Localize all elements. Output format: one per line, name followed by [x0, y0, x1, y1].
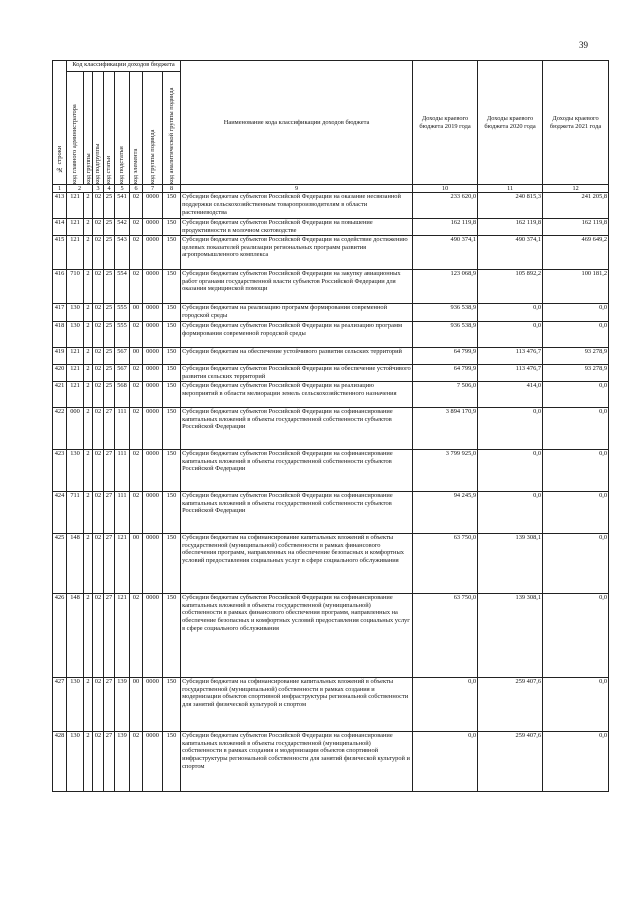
subtype-group-code: 0000	[143, 321, 163, 347]
group-code: 2	[84, 193, 93, 219]
subgroup-code: 02	[93, 219, 104, 235]
subarticle-code: 567	[115, 364, 130, 381]
revenue-2019: 123 068,9	[413, 269, 478, 303]
analytic-group-code: 150	[163, 321, 181, 347]
group-code: 2	[84, 219, 93, 235]
subtype-group-code: 0000	[143, 193, 163, 219]
header-2019: Доходы краевого бюджета 2019 года	[413, 61, 478, 185]
subgroup-code: 02	[93, 731, 104, 791]
subtype-group-code: 0000	[143, 491, 163, 533]
analytic-group-code: 150	[163, 731, 181, 791]
table-row	[53, 193, 609, 219]
row-number: 426	[53, 593, 67, 677]
subtype-group-code: 0000	[143, 219, 163, 235]
group-code: 2	[84, 491, 93, 533]
group-code: 2	[84, 593, 93, 677]
income-name: Субсидии бюджетам субъектов Российской Федерации на закупку авиационных работ органами государственной власти субъектов Российской Федерации для оказания медицинской помощи	[181, 269, 413, 303]
revenue-2019: 162 119,8	[413, 219, 478, 235]
income-name: Субсидии бюджетам субъектов Российской Федерации на реализацию программ формирования современной городской среды	[181, 321, 413, 347]
revenue-2020: 0,0	[478, 407, 543, 449]
subarticle-code: 139	[115, 677, 130, 731]
element-code: 02	[130, 321, 143, 347]
revenue-2019: 490 374,1	[413, 235, 478, 269]
subgroup-code: 02	[93, 593, 104, 677]
revenue-2019: 936 538,9	[413, 321, 478, 347]
subtype-group-code: 0000	[143, 381, 163, 407]
table-row	[53, 407, 609, 449]
revenue-2020: 139 308,1	[478, 533, 543, 593]
admin-code: 121	[67, 193, 84, 219]
revenue-2021: 0,0	[543, 449, 609, 491]
admin-code: 130	[67, 303, 84, 321]
element-code: 02	[130, 219, 143, 235]
article-code: 25	[104, 235, 115, 269]
element-code: 00	[130, 303, 143, 321]
admin-code: 130	[67, 677, 84, 731]
subgroup-code: 02	[93, 193, 104, 219]
subtype-group-code: 0000	[143, 269, 163, 303]
admin-code: 121	[67, 364, 84, 381]
revenue-2020: 490 374,1	[478, 235, 543, 269]
article-code: 27	[104, 533, 115, 593]
header-2021: Доходы краевого бюджета 2021 года	[543, 61, 609, 185]
subtype-group-code: 0000	[143, 677, 163, 731]
revenue-2021: 0,0	[543, 677, 609, 731]
admin-code: 148	[67, 533, 84, 593]
subgroup-code: 02	[93, 347, 104, 364]
header-element: код элемента	[130, 72, 143, 185]
row-number: 427	[53, 677, 67, 731]
income-name: Субсидии бюджетам субъектов Российской Федерации на софинансирование капитальных вложений в объекты государственной (муниципальной) собственности в рамках создания и модернизации объектов спортивной инфраструктуры региональной собственности для занятий физической культурой и спортом	[181, 731, 413, 791]
column-numbers-row	[53, 185, 609, 193]
header-subgroup: код подгруппы	[93, 72, 104, 185]
row-number: 421	[53, 381, 67, 407]
analytic-group-code: 150	[163, 364, 181, 381]
row-number: 419	[53, 347, 67, 364]
subarticle-code: 541	[115, 193, 130, 219]
subgroup-code: 02	[93, 321, 104, 347]
analytic-group-code: 150	[163, 593, 181, 677]
revenue-2019: 63 750,0	[413, 593, 478, 677]
row-number: 417	[53, 303, 67, 321]
group-code: 2	[84, 235, 93, 269]
article-code: 27	[104, 491, 115, 533]
revenue-2019: 233 620,0	[413, 193, 478, 219]
analytic-group-code: 150	[163, 347, 181, 364]
group-code: 2	[84, 731, 93, 791]
revenue-2021: 162 119,8	[543, 219, 609, 235]
revenue-2020: 105 892,2	[478, 269, 543, 303]
column-number: 4	[104, 185, 115, 193]
row-number: 423	[53, 449, 67, 491]
revenue-2019: 64 799,9	[413, 364, 478, 381]
admin-code: 000	[67, 407, 84, 449]
column-number: 2	[67, 185, 93, 193]
income-name: Субсидии бюджетам субъектов Российской Федерации на софинансирование капитальных вложений в объекты государственной собственности субъектов Российской Федерации	[181, 407, 413, 449]
element-code: 02	[130, 235, 143, 269]
admin-code: 148	[67, 593, 84, 677]
table-row	[53, 381, 609, 407]
revenue-2020: 113 476,7	[478, 364, 543, 381]
row-number: 416	[53, 269, 67, 303]
subtype-group-code: 0000	[143, 347, 163, 364]
revenue-2021: 0,0	[543, 321, 609, 347]
element-code: 02	[130, 381, 143, 407]
analytic-group-code: 150	[163, 303, 181, 321]
analytic-group-code: 150	[163, 219, 181, 235]
revenue-2021: 0,0	[543, 381, 609, 407]
subtype-group-code: 0000	[143, 303, 163, 321]
subgroup-code: 02	[93, 269, 104, 303]
table-row	[53, 303, 609, 321]
element-code: 02	[130, 593, 143, 677]
column-number: 5	[115, 185, 130, 193]
article-code: 27	[104, 731, 115, 791]
group-code: 2	[84, 321, 93, 347]
revenue-2020: 0,0	[478, 491, 543, 533]
row-number: 415	[53, 235, 67, 269]
table-row	[53, 491, 609, 533]
revenue-2020: 0,0	[478, 449, 543, 491]
income-name: Субсидии бюджетам субъектов Российской Федерации на софинансирование капитальных вложений в объекты государственной собственности субъектов Российской Федерации	[181, 449, 413, 491]
analytic-group-code: 150	[163, 449, 181, 491]
table-row	[53, 269, 609, 303]
article-code: 25	[104, 193, 115, 219]
subtype-group-code: 0000	[143, 364, 163, 381]
row-number: 418	[53, 321, 67, 347]
table-row	[53, 219, 609, 235]
table-row	[53, 533, 609, 593]
page-number: 39	[579, 40, 588, 50]
table-row	[53, 449, 609, 491]
element-code: 02	[130, 449, 143, 491]
revenue-2021: 0,0	[543, 593, 609, 677]
group-code: 2	[84, 533, 93, 593]
admin-code: 711	[67, 491, 84, 533]
revenue-2021: 100 181,2	[543, 269, 609, 303]
revenue-2021: 0,0	[543, 407, 609, 449]
subgroup-code: 02	[93, 491, 104, 533]
header-admin: код главного администратора	[67, 72, 84, 185]
subarticle-code: 567	[115, 347, 130, 364]
article-code: 27	[104, 593, 115, 677]
table-row	[53, 593, 609, 677]
article-code: 27	[104, 407, 115, 449]
header-2020: Доходы краевого бюджета 2020 года	[478, 61, 543, 185]
revenue-2020: 240 815,3	[478, 193, 543, 219]
revenue-2019: 94 245,9	[413, 491, 478, 533]
row-number: 414	[53, 219, 67, 235]
revenue-2019: 0,0	[413, 731, 478, 791]
column-number: 8	[163, 185, 181, 193]
row-number: 425	[53, 533, 67, 593]
article-code: 27	[104, 677, 115, 731]
admin-code: 121	[67, 235, 84, 269]
subarticle-code: 111	[115, 407, 130, 449]
admin-code: 130	[67, 449, 84, 491]
column-number: 6	[130, 185, 143, 193]
group-code: 2	[84, 407, 93, 449]
revenue-2020: 162 119,8	[478, 219, 543, 235]
analytic-group-code: 150	[163, 677, 181, 731]
revenue-2020: 414,0	[478, 381, 543, 407]
column-number: 3	[93, 185, 104, 193]
revenue-2019: 3 799 925,0	[413, 449, 478, 491]
admin-code: 121	[67, 219, 84, 235]
revenue-2020: 113 476,7	[478, 347, 543, 364]
subgroup-code: 02	[93, 381, 104, 407]
element-code: 02	[130, 269, 143, 303]
row-number: 424	[53, 491, 67, 533]
subarticle-code: 121	[115, 593, 130, 677]
column-number: 7	[143, 185, 163, 193]
revenue-2021: 0,0	[543, 303, 609, 321]
header-subtype-group: код группы подвида	[143, 72, 163, 185]
subarticle-code: 543	[115, 235, 130, 269]
revenue-table	[52, 60, 609, 792]
analytic-group-code: 150	[163, 533, 181, 593]
analytic-group-code: 150	[163, 491, 181, 533]
analytic-group-code: 150	[163, 235, 181, 269]
subarticle-code: 139	[115, 731, 130, 791]
article-code: 25	[104, 381, 115, 407]
subtype-group-code: 0000	[143, 731, 163, 791]
revenue-2021: 0,0	[543, 491, 609, 533]
group-code: 2	[84, 269, 93, 303]
income-name: Субсидии бюджетам субъектов Российской Федерации на оказание несвязанной поддержки сельскохозяйственным товаропроизводителям в области растениеводства	[181, 193, 413, 219]
revenue-2019: 936 538,9	[413, 303, 478, 321]
revenue-2019: 7 506,0	[413, 381, 478, 407]
article-code: 25	[104, 303, 115, 321]
table-row	[53, 235, 609, 269]
income-name: Субсидии бюджетам субъектов Российской Федерации на повышение продуктивности в молочном скотоводстве	[181, 219, 413, 235]
subarticle-code: 554	[115, 269, 130, 303]
column-number: 9	[181, 185, 413, 193]
revenue-2021: 93 278,9	[543, 364, 609, 381]
table-row	[53, 677, 609, 731]
admin-code: 121	[67, 347, 84, 364]
header-subarticle: код подстатьи	[115, 72, 130, 185]
article-code: 25	[104, 269, 115, 303]
subarticle-code: 542	[115, 219, 130, 235]
group-code: 2	[84, 449, 93, 491]
income-name: Субсидии бюджетам субъектов Российской Федерации на софинансирование капитальных вложений в объекты государственной (муниципальной) собственности в рамках финансового обеспечения программ, направленных на обеспечение безопасных и комфортных условий предоставления социальных услуг в сфере социального обслуживания	[181, 593, 413, 677]
row-number: 428	[53, 731, 67, 791]
element-code: 00	[130, 533, 143, 593]
subarticle-code: 555	[115, 303, 130, 321]
row-number: 420	[53, 364, 67, 381]
admin-code: 710	[67, 269, 84, 303]
column-number: 1	[53, 185, 67, 193]
income-name: Субсидии бюджетам субъектов Российской Федерации на реализацию мероприятий в области мелиорации земель сельскохозяйственного назначения	[181, 381, 413, 407]
group-code: 2	[84, 364, 93, 381]
header-group: код группы	[84, 72, 93, 185]
article-code: 27	[104, 449, 115, 491]
subtype-group-code: 0000	[143, 593, 163, 677]
subarticle-code: 568	[115, 381, 130, 407]
revenue-2019: 64 799,9	[413, 347, 478, 364]
element-code: 02	[130, 193, 143, 219]
element-code: 02	[130, 491, 143, 533]
income-name: Субсидии бюджетам субъектов Российской Федерации на обеспечение устойчивого развития сельских территорий	[182, 364, 411, 380]
subtype-group-code: 0000	[143, 533, 163, 593]
revenue-2020: 259 407,6	[478, 731, 543, 791]
table-row	[53, 347, 609, 364]
article-code: 25	[104, 347, 115, 364]
table-row	[53, 731, 609, 791]
element-code: 00	[130, 347, 143, 364]
revenue-2019: 0,0	[413, 677, 478, 731]
analytic-group-code: 150	[163, 381, 181, 407]
subgroup-code: 02	[93, 407, 104, 449]
subgroup-code: 02	[93, 677, 104, 731]
subtype-group-code: 0000	[143, 449, 163, 491]
subtype-group-code: 0000	[143, 235, 163, 269]
row-number: 422	[53, 407, 67, 449]
row-number: 413	[53, 193, 67, 219]
subarticle-code: 555	[115, 321, 130, 347]
element-code: 02	[130, 407, 143, 449]
subtype-group-code: 0000	[143, 407, 163, 449]
admin-code: 130	[67, 731, 84, 791]
income-name: Субсидии бюджетам субъектов Российской Федерации на софинансирование капитальных вложений в объекты государственной собственности субъектов Российской Федерации	[181, 491, 413, 533]
subgroup-code: 02	[93, 303, 104, 321]
element-code: 02	[130, 731, 143, 791]
income-name: Субсидии бюджетам на обеспечение устойчивого развития сельских территорий	[181, 347, 413, 364]
analytic-group-code: 150	[163, 407, 181, 449]
income-name: Субсидии бюджетам субъектов Российской Федерации на содействие достижению целевых показателей реализации региональных программ развития агропромышленного комплекса	[181, 235, 413, 269]
subarticle-code: 111	[115, 491, 130, 533]
revenue-2020: 259 407,6	[478, 677, 543, 731]
article-code: 25	[104, 364, 115, 381]
admin-code: 130	[67, 321, 84, 347]
header-row-number: № строки	[53, 61, 67, 185]
revenue-2021: 469 649,2	[543, 235, 609, 269]
subgroup-code: 02	[93, 533, 104, 593]
header-analytic-group: код аналитической группы подвида	[163, 72, 181, 185]
group-code: 2	[84, 677, 93, 731]
header-classification-group: Код классификации доходов бюджета	[67, 61, 181, 72]
group-code: 2	[84, 381, 93, 407]
income-name: Субсидии бюджетам на реализацию программ формирования современной городской среды	[181, 303, 413, 321]
header-name: Наименование кода классификации доходов бюджета	[181, 61, 413, 185]
revenue-2020: 0,0	[478, 303, 543, 321]
header-row-top	[53, 61, 609, 72]
analytic-group-code: 150	[163, 269, 181, 303]
group-code: 2	[84, 303, 93, 321]
subgroup-code: 02	[93, 235, 104, 269]
subgroup-code: 02	[93, 364, 104, 381]
subarticle-code: 121	[115, 533, 130, 593]
subgroup-code: 02	[93, 449, 104, 491]
article-code: 25	[104, 321, 115, 347]
column-number: 11	[478, 185, 543, 193]
revenue-2019: 63 750,0	[413, 533, 478, 593]
column-number: 12	[543, 185, 609, 193]
column-number: 10	[413, 185, 478, 193]
subarticle-code: 111	[115, 449, 130, 491]
element-code: 02	[130, 364, 143, 381]
table-row	[53, 364, 609, 381]
element-code: 00	[130, 677, 143, 731]
revenue-2019: 3 894 170,9	[413, 407, 478, 449]
revenue-2021: 241 205,8	[543, 193, 609, 219]
income-name: Субсидии бюджетам на софинансирование капитальных вложений в объекты государственной (муниципальной) собственности в рамках финансового обеспечения программ, направленных на обеспечение безопасных и комфортных условий предоставления социальных услуг в сфере социального обслуживания	[181, 533, 413, 593]
revenue-2021: 93 278,9	[543, 347, 609, 364]
table-row	[53, 321, 609, 347]
income-name: Субсидии бюджетам на софинансирование капитальных вложений в объекты государственной (муниципальной) собственности в рамках создания и модернизации объектов спортивной инфраструктуры региональной собственности для занятий физической культурой и спортом	[181, 677, 413, 731]
admin-code: 121	[67, 381, 84, 407]
revenue-2020: 139 308,1	[478, 593, 543, 677]
revenue-2020: 0,0	[478, 321, 543, 347]
article-code: 25	[104, 219, 115, 235]
revenue-2021: 0,0	[543, 731, 609, 791]
analytic-group-code: 150	[163, 193, 181, 219]
group-code: 2	[84, 347, 93, 364]
revenue-2021: 0,0	[543, 533, 609, 593]
table-body	[53, 193, 609, 791]
header-article: код статьи	[104, 72, 115, 185]
